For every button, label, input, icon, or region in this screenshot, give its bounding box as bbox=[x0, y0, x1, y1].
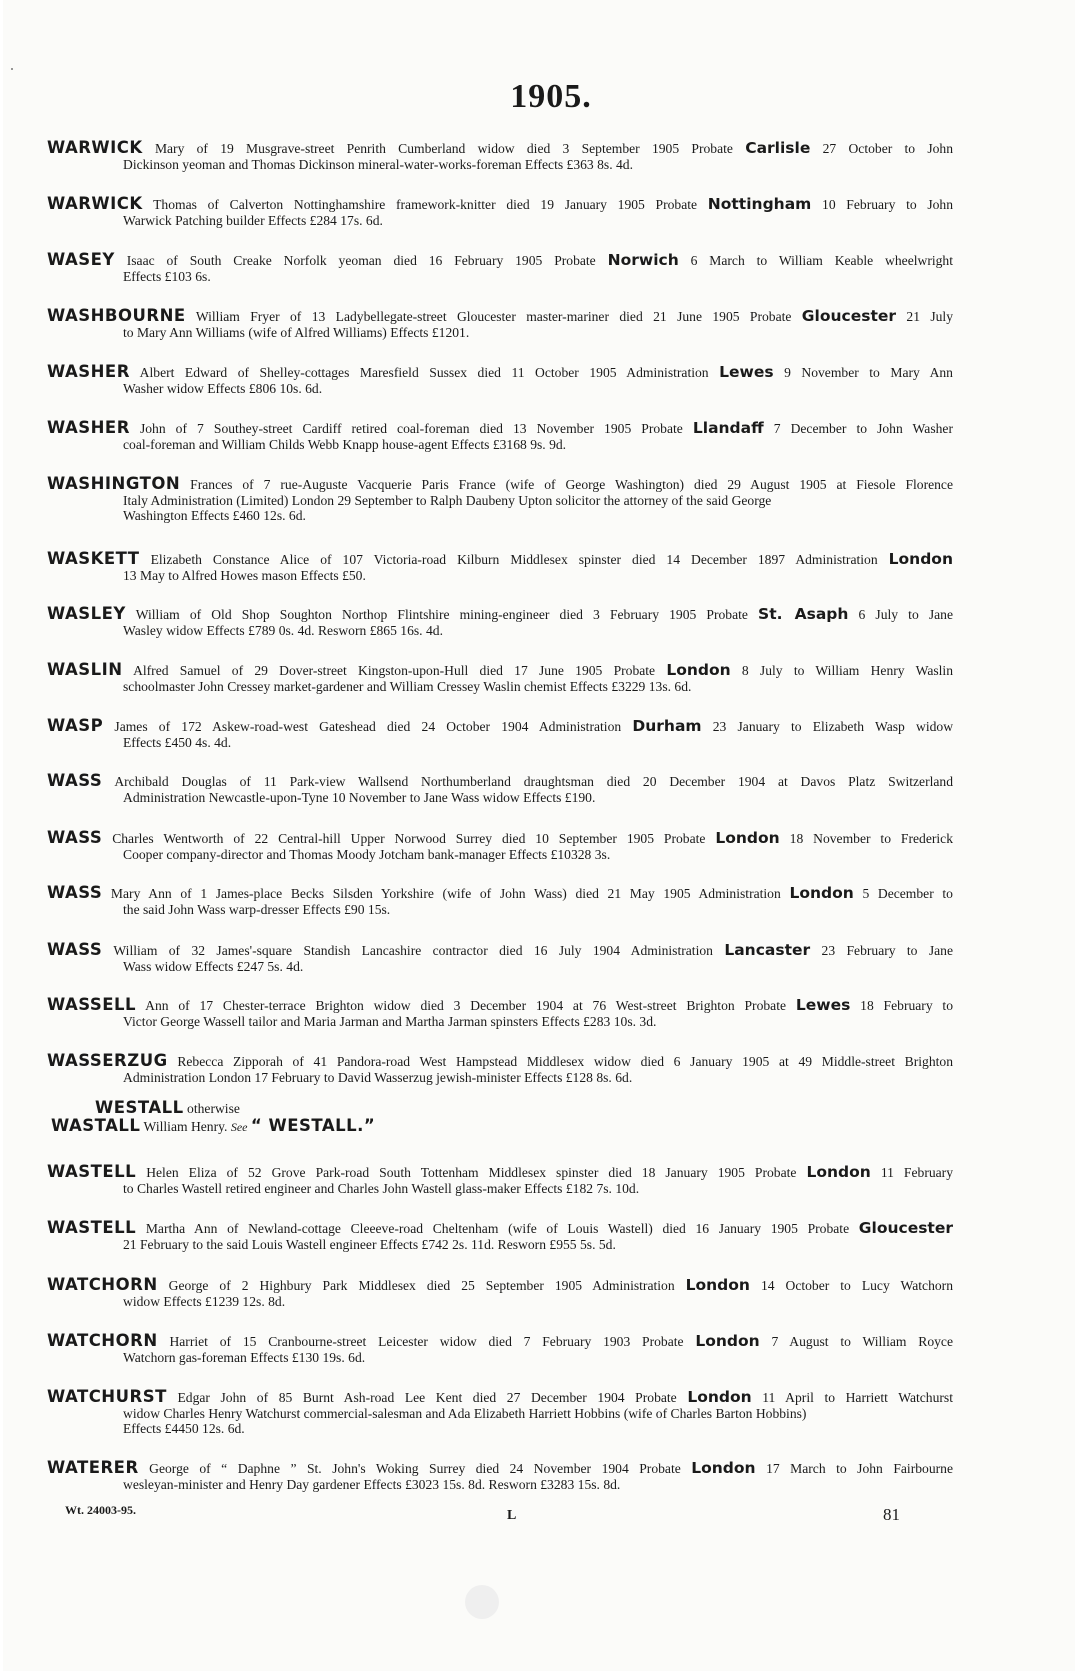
entry-first-line bbox=[47, 885, 953, 902]
entry-first-line bbox=[47, 551, 953, 568]
page-number: 81 bbox=[883, 1505, 900, 1524]
entry-continuation-line: widow Effects £1239 12s. 8d. bbox=[123, 1293, 286, 1309]
entry-registry: London bbox=[806, 1163, 871, 1181]
entry-text-after-registry: 14 October to Lucy Watchorn bbox=[760, 1278, 953, 1293]
entry-continuation-line: Washington Effects £460 12s. 6d. bbox=[123, 508, 306, 523]
entry-first-line bbox=[47, 718, 953, 735]
entry-continuation-line: widow Charles Henry Watchurst commercial-salesman and Ada Elizabeth Harriett Hobbins (wife of Charles Barton Hobbins) bbox=[123, 1405, 807, 1421]
entry-text: Frances of 7 rue-Auguste Vacquerie Paris France (wife of George Washington) died 29 August 1905 at Fiesole Florence bbox=[190, 477, 954, 492]
entry-first-line bbox=[47, 942, 953, 959]
entry-registry: Carlisle bbox=[745, 139, 811, 157]
entry-surname: WASLEY bbox=[47, 604, 126, 623]
entry-surname: WATERER bbox=[47, 1458, 139, 1477]
entry-text-after-registry: 6 July to Jane bbox=[858, 607, 954, 622]
print-code: Wt. 24003-95. bbox=[65, 1503, 136, 1517]
entry-text-after-registry: 5 December to bbox=[862, 886, 953, 901]
entry-first-line bbox=[47, 1333, 953, 1350]
entry-surname: WARWICK bbox=[47, 194, 143, 213]
register-entry bbox=[47, 773, 953, 805]
entry-continuation-line: to Charles Wastell retired engineer and Charles John Wastell glass-maker Effects £182 7s. 10d. bbox=[123, 1180, 640, 1196]
entry-registry: St. Asaph bbox=[758, 605, 849, 623]
register-entry bbox=[47, 830, 953, 862]
entry-text: Mary Ann of 1 James-place Becks Silsden Yorkshire (wife of John Wass) died 21 May 1905 Administration bbox=[110, 886, 781, 901]
entry-continuation-line: Watchorn gas-foreman Effects £130 19s. 6d. bbox=[123, 1349, 366, 1365]
entry-text: Mary of 19 Musgrave-street Penrith Cumberland widow died 3 September 1905 Probate bbox=[154, 141, 733, 156]
register-page bbox=[3, 0, 1075, 1671]
entry-surname: WARWICK bbox=[47, 138, 143, 157]
entry-text-after-registry: 11 February bbox=[880, 1165, 954, 1180]
entry-surname: WASTELL bbox=[47, 1218, 137, 1237]
register-entry bbox=[47, 476, 953, 524]
entry-first-line bbox=[47, 773, 953, 790]
entry-first-line bbox=[47, 997, 953, 1014]
entry-text: William of 32 James'-square Standish Lancashire contractor died 16 July 1904 Administration bbox=[113, 943, 713, 958]
xref-name: William Henry. bbox=[143, 1119, 228, 1134]
entry-continuation-line: Effects £450 4s. 4d. bbox=[123, 734, 232, 750]
entry-text: Martha Ann of Newland-cottage Cleeeve-road Cheltenham (wife of Louis Wastell) died 16 January 1905 Probate bbox=[145, 1221, 850, 1236]
register-entry bbox=[47, 420, 953, 452]
entry-surname: WASHINGTON bbox=[47, 474, 181, 493]
entry-surname: WASHER bbox=[47, 362, 130, 381]
entry-text: Elizabeth Constance Alice of 107 Victoria-road Kilburn Middlesex spinster died 14 December 1897 Administration bbox=[150, 552, 878, 567]
entry-text-after-registry: 9 November to Mary Ann bbox=[784, 365, 953, 380]
entry-continuation-line: schoolmaster John Cressey market-gardener and William Cressey Waslin chemist Effects £3229 13s. 6d. bbox=[123, 678, 692, 694]
entry-surname: WASS bbox=[47, 883, 103, 902]
entry-registry: Durham bbox=[632, 717, 702, 735]
entry-text: William of Old Shop Soughton Northop Flintshire mining-engineer died 3 February 1905 Probate bbox=[135, 607, 748, 622]
page-mark bbox=[11, 68, 13, 70]
signature-mark: L bbox=[507, 1508, 517, 1523]
entry-first-line bbox=[47, 1389, 953, 1406]
entry-surname: WASS bbox=[47, 940, 103, 959]
entry-text: Edgar John of 85 Burnt Ash-road Lee Kent died 27 December 1904 Probate bbox=[177, 1390, 677, 1405]
entry-registry: Gloucester bbox=[801, 307, 897, 325]
entry-first-line bbox=[47, 308, 953, 325]
entry-continuation-line: Administration London 17 February to David Wasserzug jewish-minister Effects £128 8s. 6d. bbox=[123, 1069, 633, 1085]
register-entry bbox=[47, 1460, 953, 1492]
xref-target: “ WESTALL.” bbox=[250, 1116, 376, 1135]
paper-smudge bbox=[465, 1585, 499, 1619]
register-entry bbox=[47, 885, 953, 917]
register-entry bbox=[47, 140, 953, 172]
entry-registry: London bbox=[691, 1459, 756, 1477]
entry-first-line bbox=[47, 1220, 953, 1237]
entry-first-line bbox=[47, 1164, 953, 1181]
entry-surname: WASP bbox=[47, 716, 104, 735]
entry-text-after-registry: 23 February to Jane bbox=[821, 943, 954, 958]
entry-text: Harriet of 15 Cranbourne-street Leicester widow died 7 February 1903 Probate bbox=[169, 1334, 684, 1349]
entry-continuation-line: Warwick Patching builder Effects £284 17s. 6d. bbox=[123, 212, 383, 228]
entry-text: Ann of 17 Chester-terrace Brighton widow died 3 December 1904 at 76 West-street Brighton Probate bbox=[145, 998, 787, 1013]
entry-surname: WASS bbox=[47, 771, 103, 790]
register-entry bbox=[47, 1389, 953, 1437]
entry-first-line bbox=[47, 606, 953, 623]
entry-continuation-line: Effects £4450 12s. 6d. bbox=[123, 1421, 245, 1436]
entry-surname: WASHBOURNE bbox=[47, 306, 186, 325]
entry-text: Alfred Samuel of 29 Dover-street Kingston-upon-Hull died 17 June 1905 Probate bbox=[133, 663, 656, 678]
entry-text: George of 2 Highbury Park Middlesex died 25 September 1905 Administration bbox=[168, 1278, 675, 1293]
entry-registry: London bbox=[888, 550, 953, 568]
entry-surname: WASKETT bbox=[47, 549, 140, 568]
entry-first-line bbox=[47, 1460, 953, 1477]
register-entry bbox=[47, 1164, 953, 1196]
entry-text-after-registry: 27 October to John bbox=[822, 141, 954, 156]
entry-text-after-registry: 8 July to William Henry Waslin bbox=[741, 663, 953, 678]
entry-surname: WASTELL bbox=[47, 1162, 137, 1181]
register-entry bbox=[47, 551, 953, 583]
entry-registry: Norwich bbox=[607, 251, 679, 269]
entry-text-after-registry: 18 February to bbox=[860, 998, 954, 1013]
entry-first-line bbox=[47, 662, 953, 679]
entry-text: James of 172 Askew-road-west Gateshead died 24 October 1904 Administration bbox=[114, 719, 622, 734]
entry-text-after-registry: 23 January to Elizabeth Wasp widow bbox=[712, 719, 954, 734]
entry-surname: WASS bbox=[47, 828, 103, 847]
entry-first-line bbox=[47, 1277, 953, 1294]
entry-text-after-registry: 21 July bbox=[906, 309, 954, 324]
entry-registry: Lancaster bbox=[724, 941, 811, 959]
entry-text: Albert Edward of Shelley-cottages Maresfield Sussex died 11 October 1905 Administration bbox=[139, 365, 709, 380]
entry-text-after-registry: 10 February to John bbox=[822, 197, 954, 212]
register-entry bbox=[47, 308, 953, 340]
entry-first-line bbox=[47, 830, 953, 847]
entry-continuation-line: Wass widow Effects £247 5s. 4d. bbox=[123, 958, 304, 974]
entry-continuation-line: coal-foreman and William Childs Webb Knapp house-agent Effects £3168 9s. 9d. bbox=[123, 436, 567, 452]
entry-continuation-line: Effects £103 6s. bbox=[123, 268, 211, 284]
entry-continuation-line: wesleyan-minister and Henry Day gardener Effects £3023 15s. 8d. Resworn £3283 15s. 8d. bbox=[123, 1476, 621, 1492]
xref-surname: WASTALL bbox=[51, 1116, 141, 1135]
entry-first-line bbox=[47, 196, 953, 213]
entry-text: Rebecca Zipporah of 41 Pandora-road West Hampstead Middlesex widow died 6 January 1905 at 49 Middle-street Brighton bbox=[177, 1054, 953, 1069]
cross-reference bbox=[51, 1099, 375, 1136]
entry-text: George of “ Daphne ” St. John's Woking Surrey died 24 November 1904 Probate bbox=[149, 1461, 681, 1476]
entry-surname: WASHER bbox=[47, 418, 130, 437]
xref-see: See bbox=[230, 1120, 248, 1134]
register-entry bbox=[47, 942, 953, 974]
entry-registry: London bbox=[666, 661, 731, 679]
register-entry bbox=[47, 364, 953, 396]
entry-registry: London bbox=[685, 1276, 750, 1294]
register-entry bbox=[47, 718, 953, 750]
xref-otherwise: otherwise bbox=[187, 1101, 240, 1116]
entry-continuation-line: 21 February to the said Louis Wastell engineer Effects £742 2s. 11d. Resworn £955 5s. 5d. bbox=[123, 1236, 616, 1252]
register-entry bbox=[47, 606, 953, 638]
entry-continuation-line: Cooper company-director and Thomas Moody Jotcham bank-manager Effects £10328 3s. bbox=[123, 846, 611, 862]
year-heading: 1905. bbox=[510, 78, 592, 115]
register-entry bbox=[47, 1277, 953, 1309]
entry-continuation-line: Wasley widow Effects £789 0s. 4d. Resworn £865 16s. 4d. bbox=[123, 622, 443, 638]
entry-registry: Lewes bbox=[719, 363, 774, 381]
entry-text-after-registry: 18 November to Frederick bbox=[789, 831, 954, 846]
entry-surname: WATCHURST bbox=[47, 1387, 167, 1406]
entry-text: Helen Eliza of 52 Grove Park-road South Tottenham Middlesex spinster died 18 January 1905 Probate bbox=[146, 1165, 797, 1180]
entry-continuation-line: Administration Newcastle-upon-Tyne 10 November to Jane Wass widow Effects £190. bbox=[123, 789, 596, 805]
register-entry bbox=[47, 1220, 953, 1252]
register-entry bbox=[47, 1333, 953, 1365]
entry-text: Archibald Douglas of 11 Park-view Wallsend Northumberland draughtsman died 20 December 1904 at Davos Platz Switzerland bbox=[114, 774, 953, 789]
entry-continuation-line: 13 May to Alfred Howes mason Effects £50. bbox=[123, 567, 366, 583]
entry-registry: London bbox=[695, 1332, 760, 1350]
entry-first-line bbox=[47, 252, 953, 269]
entry-first-line bbox=[47, 364, 953, 381]
entry-text: Isaac of South Creake Norfolk yeoman died 16 February 1905 Probate bbox=[126, 253, 596, 268]
register-entry bbox=[47, 662, 953, 694]
entry-registry: Nottingham bbox=[707, 195, 812, 213]
entry-first-line bbox=[47, 476, 953, 493]
entry-text: John of 7 Southey-street Cardiff retired coal-foreman died 13 November 1905 Probate bbox=[139, 421, 683, 436]
entry-text-after-registry: 7 August to William Royce bbox=[771, 1334, 953, 1349]
entry-registry: Gloucester bbox=[858, 1219, 953, 1237]
entry-registry: Llandaff bbox=[692, 419, 764, 437]
entry-text-after-registry: 17 March to John Fairbourne bbox=[766, 1461, 953, 1476]
entry-text: Thomas of Calverton Nottinghamshire framework-knitter died 19 January 1905 Probate bbox=[153, 197, 698, 212]
entry-surname: WASSERZUG bbox=[47, 1051, 168, 1070]
entry-surname: WATCHORN bbox=[47, 1331, 158, 1350]
entry-continuation-line: to Mary Ann Williams (wife of Alfred Williams) Effects £1201. bbox=[123, 324, 470, 340]
entry-continuation-line: Italy Administration (Limited) London 29 September to Ralph Daubeny Upton solicitor the attorney of the said George bbox=[123, 492, 772, 508]
register-entry bbox=[47, 1053, 953, 1085]
register-entry bbox=[47, 196, 953, 228]
entry-surname: WATCHORN bbox=[47, 1275, 158, 1294]
entry-registry: London bbox=[715, 829, 780, 847]
entry-surname: WASLIN bbox=[47, 660, 123, 679]
register-entry bbox=[47, 997, 953, 1029]
entry-first-line bbox=[47, 1053, 953, 1070]
entry-first-line bbox=[47, 140, 953, 157]
entry-registry: Lewes bbox=[795, 996, 851, 1014]
entry-registry: London bbox=[687, 1388, 752, 1406]
entry-continuation-line: Washer widow Effects £806 10s. 6d. bbox=[123, 380, 323, 396]
entry-surname: WASSELL bbox=[47, 995, 137, 1014]
entry-continuation-line: Victor George Wassell tailor and Maria Jarman and Martha Jarman spinsters Effects £283 10s. 3d. bbox=[123, 1013, 657, 1029]
entry-continuation-line: Dickinson yeoman and Thomas Dickinson mineral-water-works-foreman Effects £363 8s. 4d. bbox=[123, 156, 633, 172]
entry-text: Charles Wentworth of 22 Central-hill Upper Norwood Surrey died 10 September 1905 Probate bbox=[112, 831, 706, 846]
entry-text: William Fryer of 13 Ladybellegate-street Gloucester master-mariner died 21 June 1905 Probate bbox=[195, 309, 792, 324]
register-entry bbox=[47, 252, 953, 284]
entry-text-after-registry: 6 March to William Keable wheelwright bbox=[690, 253, 953, 268]
entry-first-line bbox=[47, 420, 953, 437]
entry-continuation-line: the said John Wass warp-dresser Effects £90 15s. bbox=[123, 901, 391, 917]
entry-surname: WASEY bbox=[47, 250, 115, 269]
entry-text-after-registry: 7 December to John Washer bbox=[773, 421, 953, 436]
entry-registry: London bbox=[789, 884, 854, 902]
xref-alias: WESTALL bbox=[95, 1098, 184, 1117]
entry-text-after-registry: 11 April to Harriett Watchurst bbox=[762, 1390, 953, 1405]
